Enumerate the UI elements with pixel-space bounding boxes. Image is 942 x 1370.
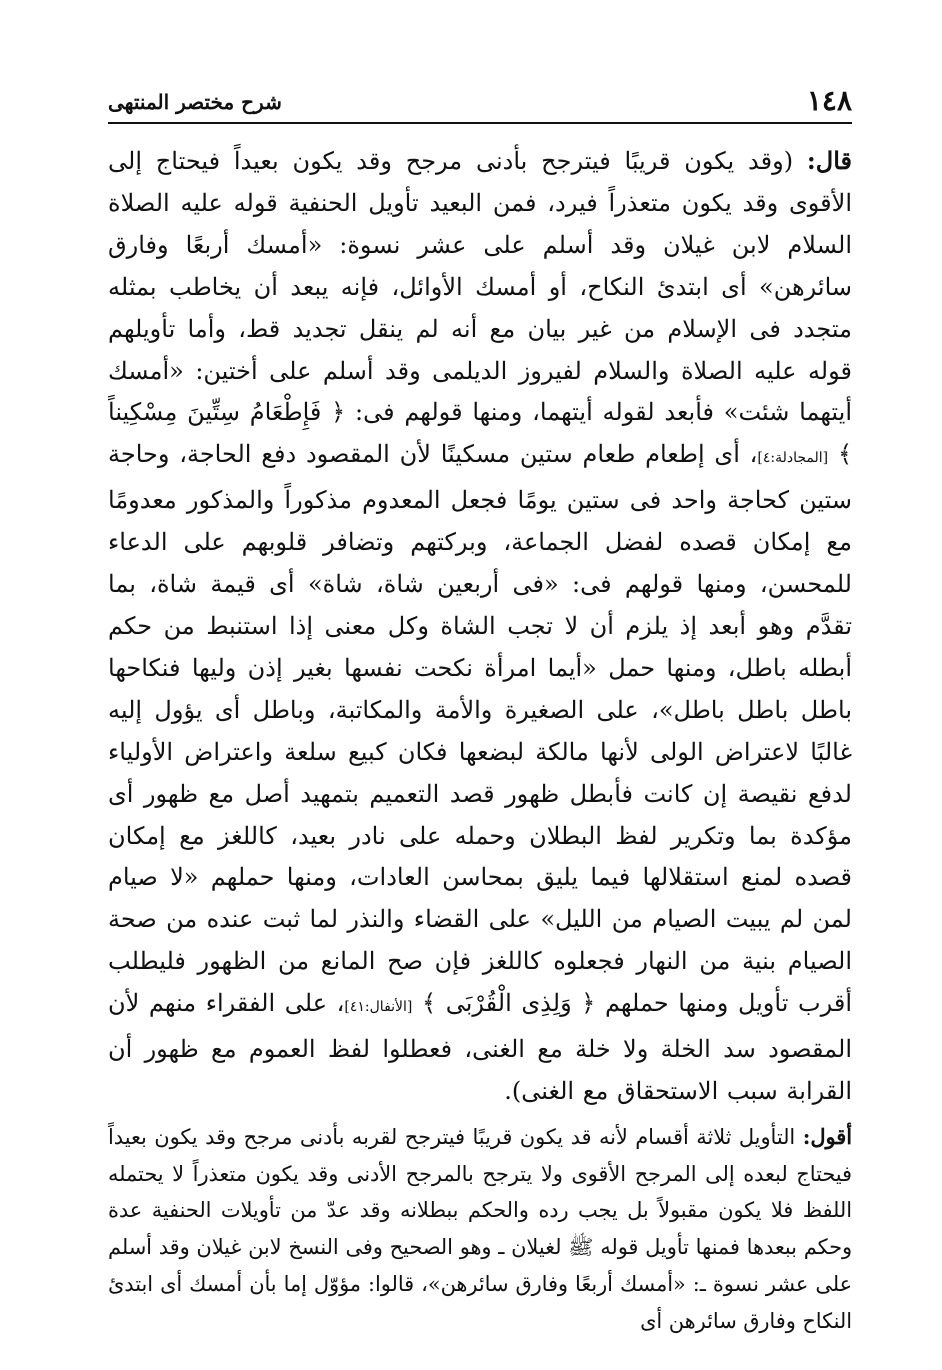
matn-text-part-2: ، أى إطعام طعام ستين مسكينًا لأن المقصود دفع الحاجة، وحاجة ستين كحاجة واحد فى ستين يومًا فجعل المعدوم مذكوراً والمذكور معدومًا مع إمكان قصده لفضل الجماعة، وبركتهم وتضافر قلوبهم على الدعاء للمحسن، ومنها قولهم فى: «فى أربعين شاة، شاة» أى قيمة شاة، بما تقدَّم وهو أبعد إذ يلزم أن لا تجب الشاة وكل معنى إذا استنبط من حكم أبطله باطل، ومنها حمل «أيما امرأة نكحت نفسها بغير إذن وليها فنكاحها باطل باطل باطل»، على الصغيرة والأمة والمكاتبة، وباطل أى يؤول إليه غالبًا لاعتراض الولى لأنها مالكة لبضعها فكان كبيع سلعة واعتراض الأولياء لدفع نقيصة إن كانت فأبطل ظهور قصد التعميم بتمهيد أصل مع ظهور أى مؤكدة بما وتكرير لفظ البطلان وحمله على نادر بعيد، كاللغز مع إمكان قصده لمنع استقلالها فيما يليق بمحاسن العادات، ومنها حملهم «لا صيام لمن لم يبيت الصيام من الليل» على القضاء والنذر لما ثبت عنده من صحة الصيام بنية من النهار فجعلوه كاللغز فإن صح المانع من الظهور فليطلب أقرب تأويل ومنها حملهم ﴿ وَلِذِى الْقُرْبَى ﴾ xyxy=(108,440,853,1018)
matn-paragraph xyxy=(108,140,852,1113)
sharh-paragraph xyxy=(108,1119,852,1340)
matn-lead: قال: xyxy=(806,146,852,175)
running-title: شرح مختصر المنتهى xyxy=(108,90,282,114)
quran-reference-1: [المجادلة:٤] xyxy=(757,450,829,467)
page-number: ١٤٨ xyxy=(806,84,852,117)
quran-reference-2: [الأنفال:٤١] xyxy=(344,999,413,1016)
matn-text-part-1: (وقد يكون قريبًا فيترجح بأدنى مرجح وقد يكون بعيداً فيحتاج إلى الأقوى وقد يكون متعذراً فيرد، فمن البعيد تأويل الحنفية قوله عليه الصلاة السلام لابن غيلان وقد أسلم على عشر نسوة: «أمسك أربعًا وفارق سائرهن» أى ابتدئ النكاح، أو أمسك الأوائل، فإنه يبعد أن يخاطب بمثله متجدد فى الإسلام من غير بيان مع أنه لم ينقل تجديد قط، وأما تأويلهم قوله عليه الصلاة والسلام لفيروز الديلمى وقد أسلم على أختين: «أمسك أيتهما شئت» فأبعد لقوله أيتهما، ومنها قولهم فى: ﴿ فَإِطْعَامُ سِتِّينَ مِسْكِيناً ﴾ xyxy=(108,147,852,469)
page-header xyxy=(108,84,852,124)
header-divider xyxy=(108,122,852,124)
matn-text-part-3: ، على الفقراء منهم لأن المقصود سد الخلة ولا خلة مع الغنى، فعطلوا لفظ العموم مع ظهور أن القرابة سبب الاستحقاق مع الغنى). xyxy=(108,989,852,1105)
page-body xyxy=(108,140,852,1340)
sharh-lead: أقول: xyxy=(802,1123,852,1149)
sharh-text: التأويل ثلاثة أقسام لأنه قد يكون قريبًا فيترجح لقربه بأدنى مرجح وقد يكون بعيداً فيحتاج لبعده إلى المرجح الأقوى ولا يترجح بالمرجح الأدنى وقد يكون متعذراً لا يحتمله اللفظ فلا يكون مقبولاً بل يجب رده والحكم ببطلانه وقد عدّ من تأويلات الحنفية عدة وحكم ببعدها فمنها تأويل قوله ﷺ لغيلان ـ وهو الصحيح وفى النسخ لابن غيلان وقد أسلم على عشر نسوة ـ: «أمسك أربعًا وفارق سائرهن»، قالوا: مؤوّل إما بأن أمسك أى ابتدئ النكاح وفارق سائرهن أى xyxy=(108,1124,852,1333)
